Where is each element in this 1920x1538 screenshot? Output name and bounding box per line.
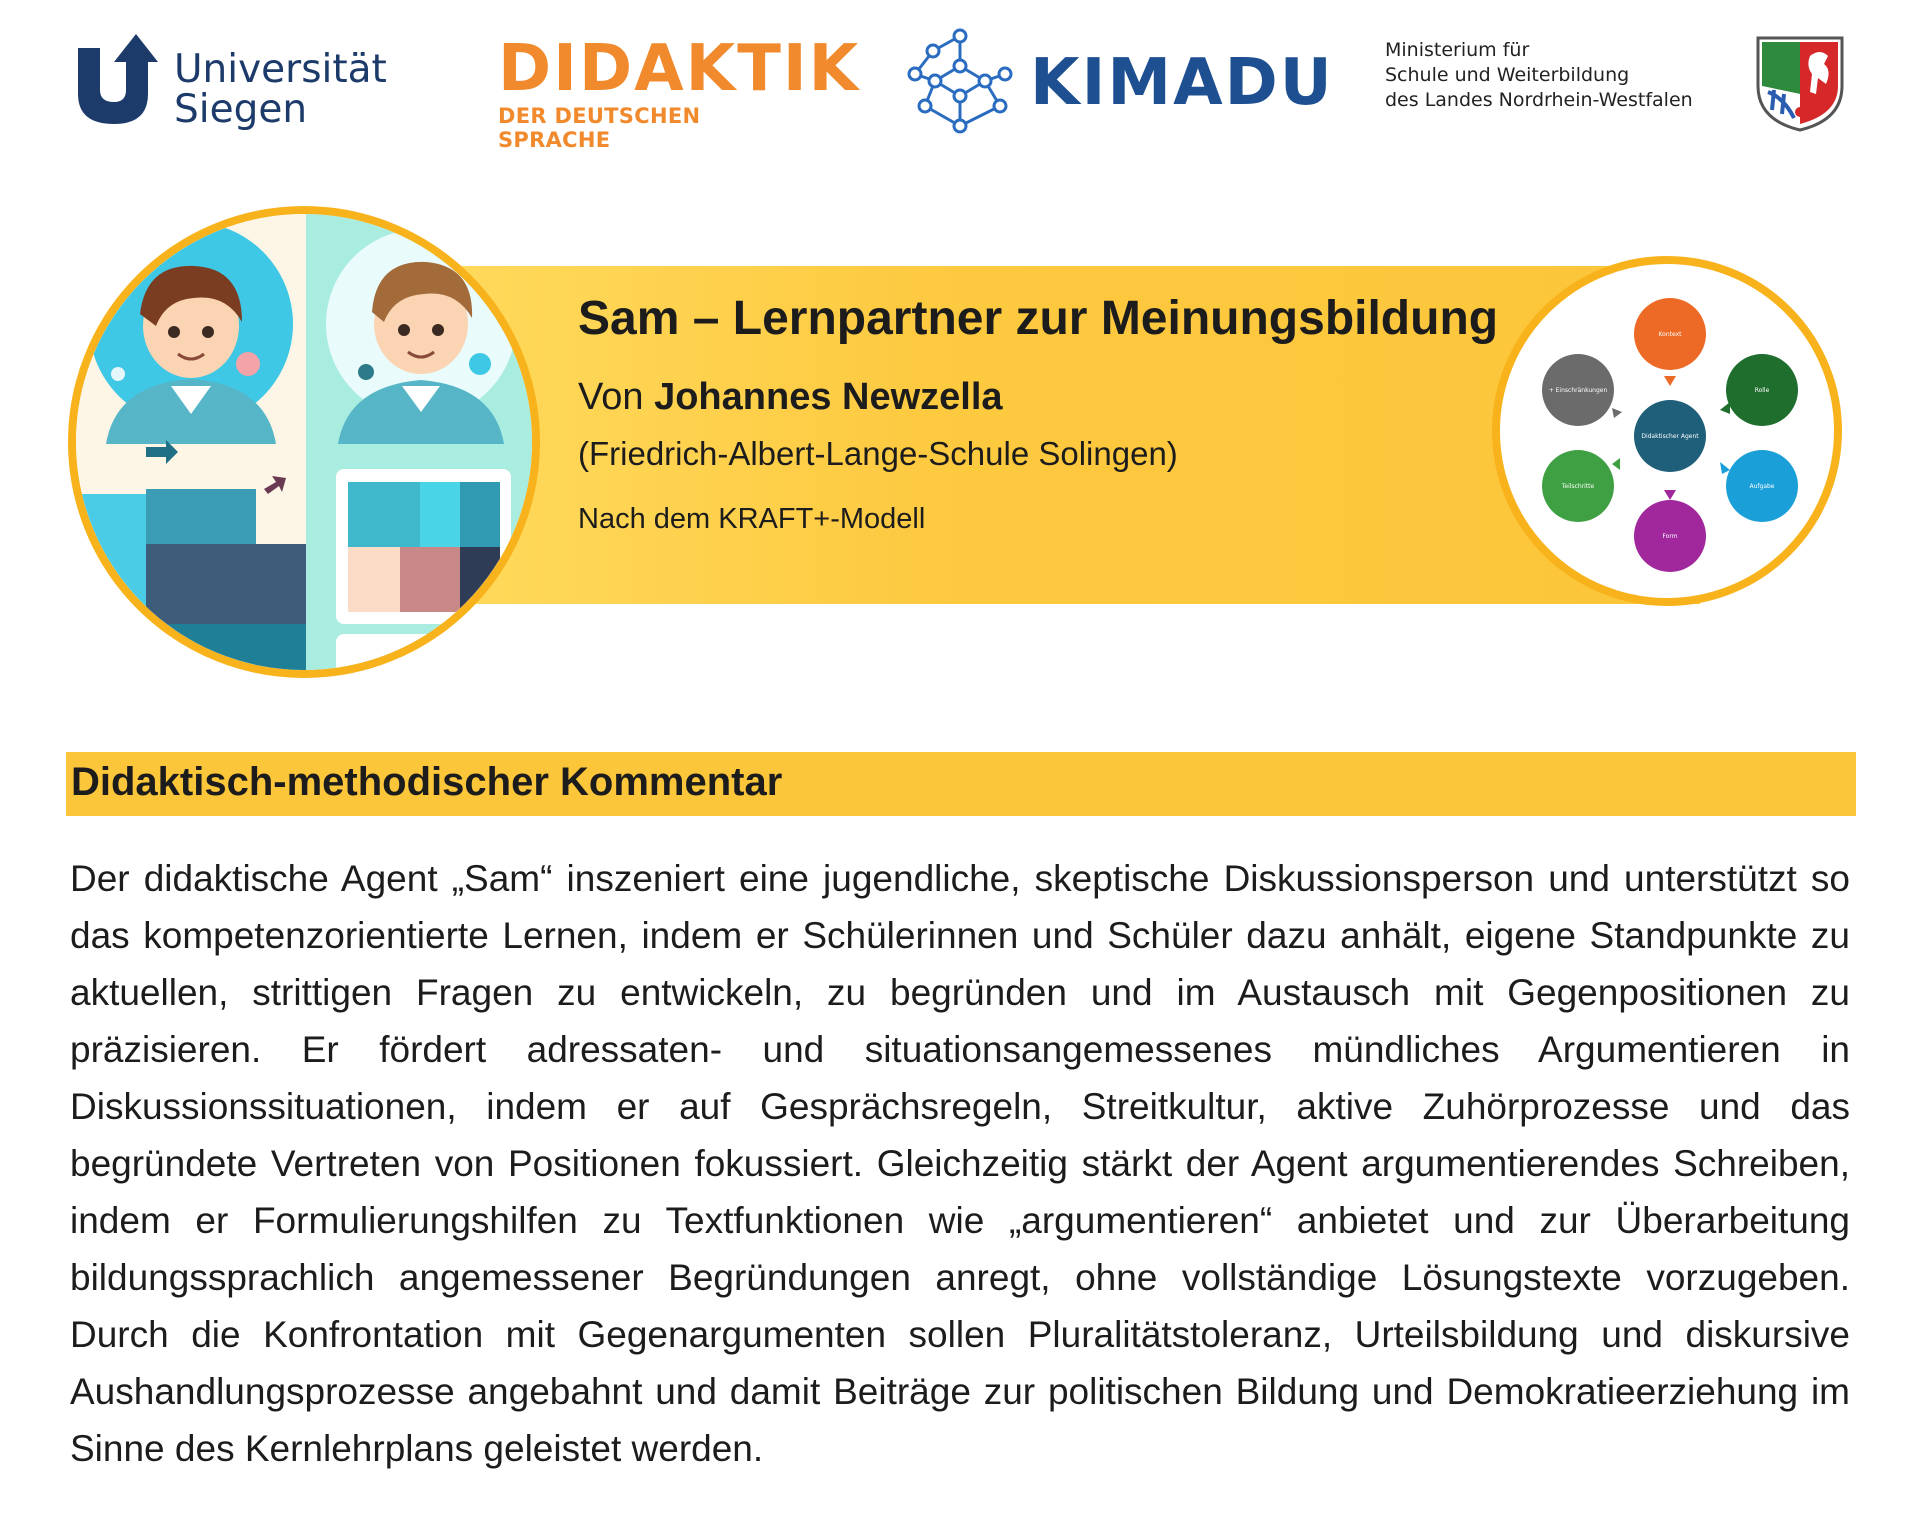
school-name: (Friedrich-Albert-Lange-Schule Solingen) — [578, 435, 1178, 472]
ministry-line3: des Landes Nordrhein-Westfalen — [1385, 89, 1693, 111]
title-banner — [0, 200, 1920, 680]
author-name: Johannes Newzella — [654, 376, 1003, 418]
node-teilschritte-label: Teilschritte — [1561, 483, 1595, 490]
kraft-model-diagram — [1500, 264, 1834, 598]
logo-header — [0, 0, 1920, 150]
nrw-crest-icon — [1754, 34, 1846, 137]
author-line — [578, 376, 1578, 419]
node-aufgabe-label: Aufgabe — [1749, 483, 1775, 490]
student-illustration — [76, 214, 536, 674]
kimadu-logo — [905, 26, 1334, 136]
node-einschraenkungen-label: + Einschränkungen — [1548, 387, 1608, 394]
ministry-logo-text — [1385, 38, 1745, 113]
title-block — [578, 290, 1578, 536]
node-kontext-label: Kontext — [1658, 331, 1682, 338]
ministry-line1: Ministerium für — [1385, 39, 1530, 61]
commentary-paragraph: Der didaktische Agent „Sam“ inszeniert eine jugendliche, skeptische Diskussionsperson und unterstützt so das kompetenzorientierte Lernen, indem er Schülerinnen und Schüler dazu anhält, eigene Standpunkte zu aktuellen, strittigen Fragen zu entwickeln, zu begründen und im Austausch mit Gegenpositionen zu präzisieren. Er fördert adressaten- und situationsangemessenes mündliches Argumentieren in Diskussionssituationen, indem er auf Gesprächsregeln, Streitkultur, aktive Zuhörprozesse und das begründete Vertreten von Positionen fokussiert. Gleichzeitig stärkt der Agent argumentierendes Schreiben, indem er Formulierungshilfen zu Textfunktionen wie „argumentieren“ anbietet und zur Überarbeitung bildungssprachlich angemessener Begründungen anregt, ohne vollständige Lösungstexte vorzugeben. Durch die Konfrontation mit Gegenargumenten sollen Pluralitätstoleranz, Urteilsbildung und diskursive Aushandlungsprozesse angebahnt und damit Beiträge zur politischen Bildung und Demokratieerziehung im Sinne des Kernlehrplans geleistet werden. — [70, 858, 1850, 1469]
node-agent-label: Didaktischer Agent — [1641, 433, 1699, 440]
illustration-circle — [68, 206, 540, 678]
university-logo-icon — [74, 28, 170, 124]
didaktik-title: DIDAKTIK — [498, 32, 861, 106]
university-name-line2: Siegen — [174, 87, 308, 132]
didaktik-subtitle: DER DEUTSCHEN SPRACHE — [498, 104, 701, 152]
kraft-diagram-circle — [1492, 256, 1842, 606]
node-form-label: Form — [1662, 533, 1678, 540]
section-heading-bar — [66, 752, 1856, 816]
author-prefix: Von — [578, 376, 655, 418]
network-icon — [905, 26, 1015, 136]
section-heading: Didaktisch-methodischer Kommentar — [71, 760, 783, 804]
page-title: Sam – Lernpartner zur Meinungsbildung — [578, 292, 1499, 345]
university-siegen-logo — [74, 28, 394, 138]
node-rolle-label: Rolle — [1754, 387, 1770, 394]
model-note: Nach dem KRAFT+-Modell — [578, 503, 926, 535]
ministry-line2: Schule und Weiterbildung — [1385, 64, 1630, 86]
didaktik-logo — [498, 32, 861, 152]
university-name-line1: Universität — [174, 47, 387, 92]
kimadu-name: KIMADU — [1030, 46, 1334, 120]
